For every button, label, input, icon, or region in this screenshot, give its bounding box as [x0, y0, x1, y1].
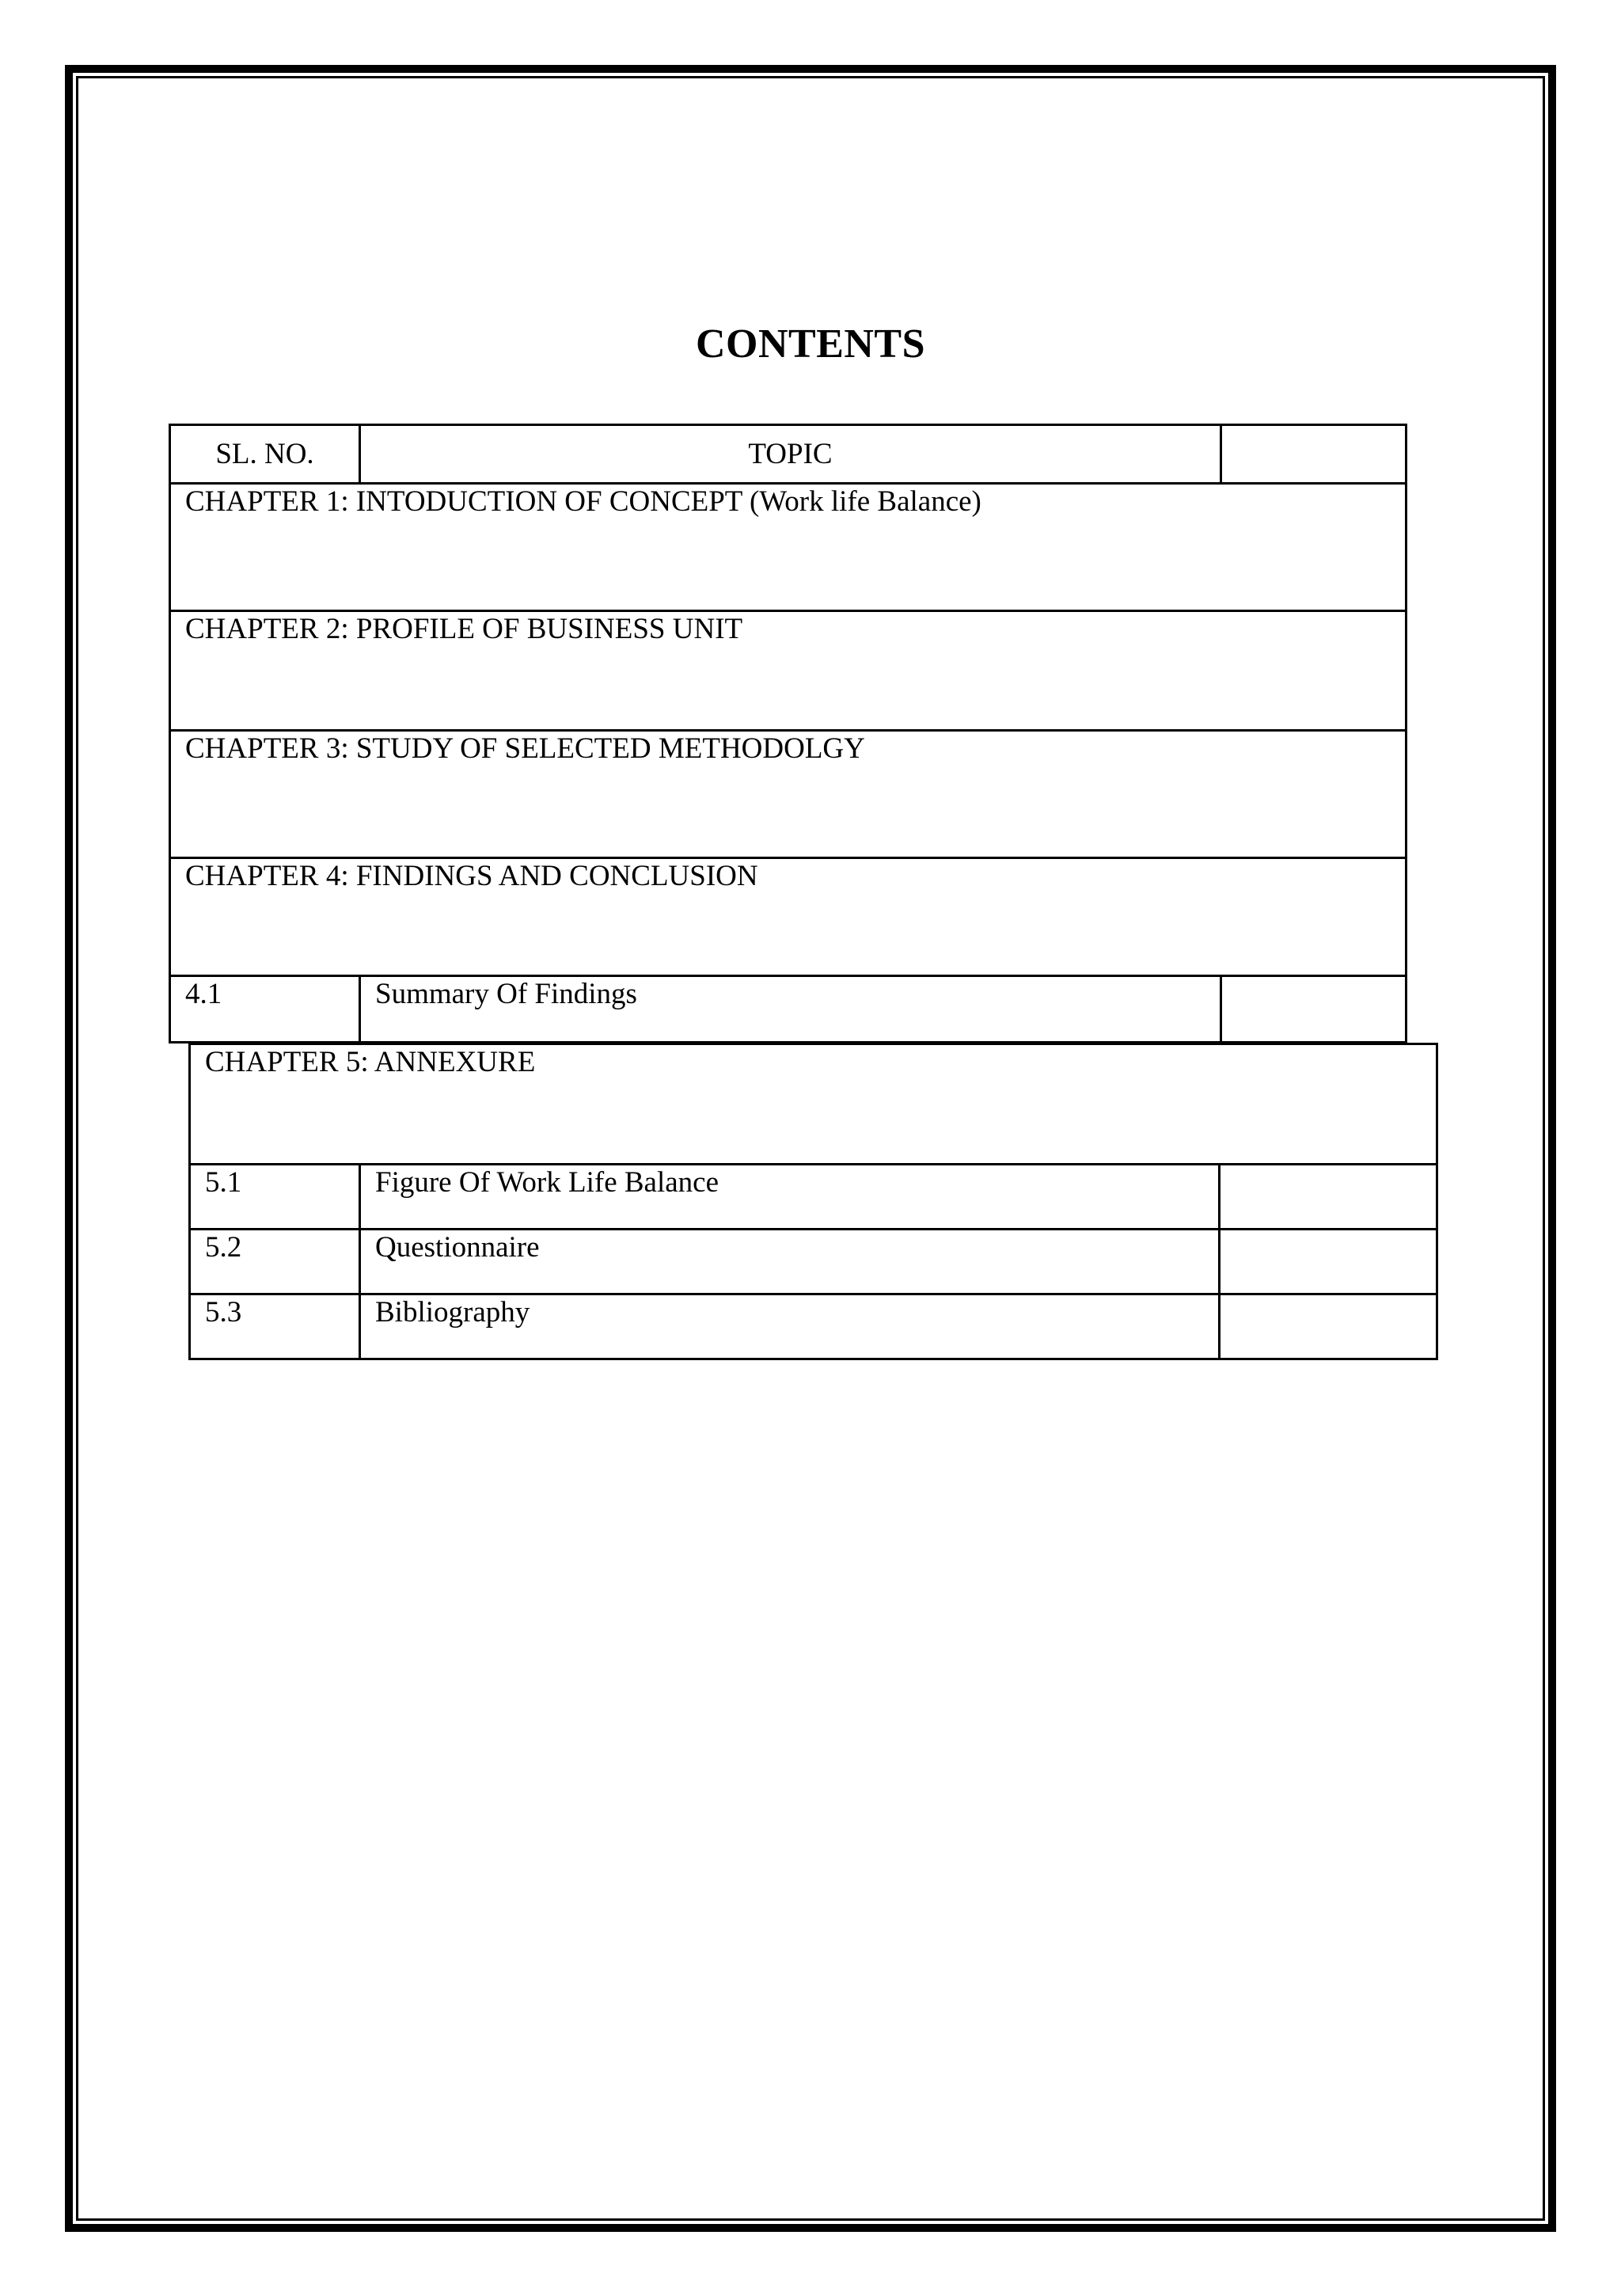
chapter-2-heading: CHAPTER 2: PROFILE OF BUSINESS UNIT: [170, 611, 1407, 731]
item-number: 4.1: [170, 976, 360, 1043]
table-row: [190, 1044, 1437, 1165]
item-number: 5.3: [190, 1294, 360, 1359]
item-page: [1220, 1165, 1437, 1230]
table-row: [190, 1165, 1437, 1230]
chapter-3-heading: CHAPTER 3: STUDY OF SELECTED METHODOLGY: [170, 731, 1407, 858]
item-topic: Figure Of Work Life Balance: [360, 1165, 1220, 1230]
table-row: [170, 858, 1407, 976]
header-sl-no: SL. NO.: [170, 425, 360, 484]
item-number: 5.1: [190, 1165, 360, 1230]
table-row: [170, 611, 1407, 731]
table-row: [170, 731, 1407, 858]
item-number: 5.2: [190, 1230, 360, 1294]
annexure-table: [188, 1043, 1438, 1360]
chapter-1-heading: CHAPTER 1: INTODUCTION OF CONCEPT (Work life Balance): [170, 484, 1407, 611]
chapter-5-heading: CHAPTER 5: ANNEXURE: [190, 1044, 1437, 1165]
table-row: [190, 1230, 1437, 1294]
header-page: [1221, 425, 1407, 484]
chapter-4-heading: CHAPTER 4: FINDINGS AND CONCLUSION: [170, 858, 1407, 976]
item-topic: Summary Of Findings: [360, 976, 1221, 1043]
table-header-row: [170, 425, 1407, 484]
table-row: [190, 1294, 1437, 1359]
item-page: [1221, 976, 1407, 1043]
page-title: CONTENTS: [695, 321, 926, 367]
table-row: [170, 484, 1407, 611]
contents-table: [169, 424, 1407, 1043]
item-topic: Questionnaire: [360, 1230, 1220, 1294]
item-page: [1220, 1230, 1437, 1294]
header-topic: TOPIC: [360, 425, 1221, 484]
item-topic: Bibliography: [360, 1294, 1220, 1359]
item-page: [1220, 1294, 1437, 1359]
table-row: [170, 976, 1407, 1043]
